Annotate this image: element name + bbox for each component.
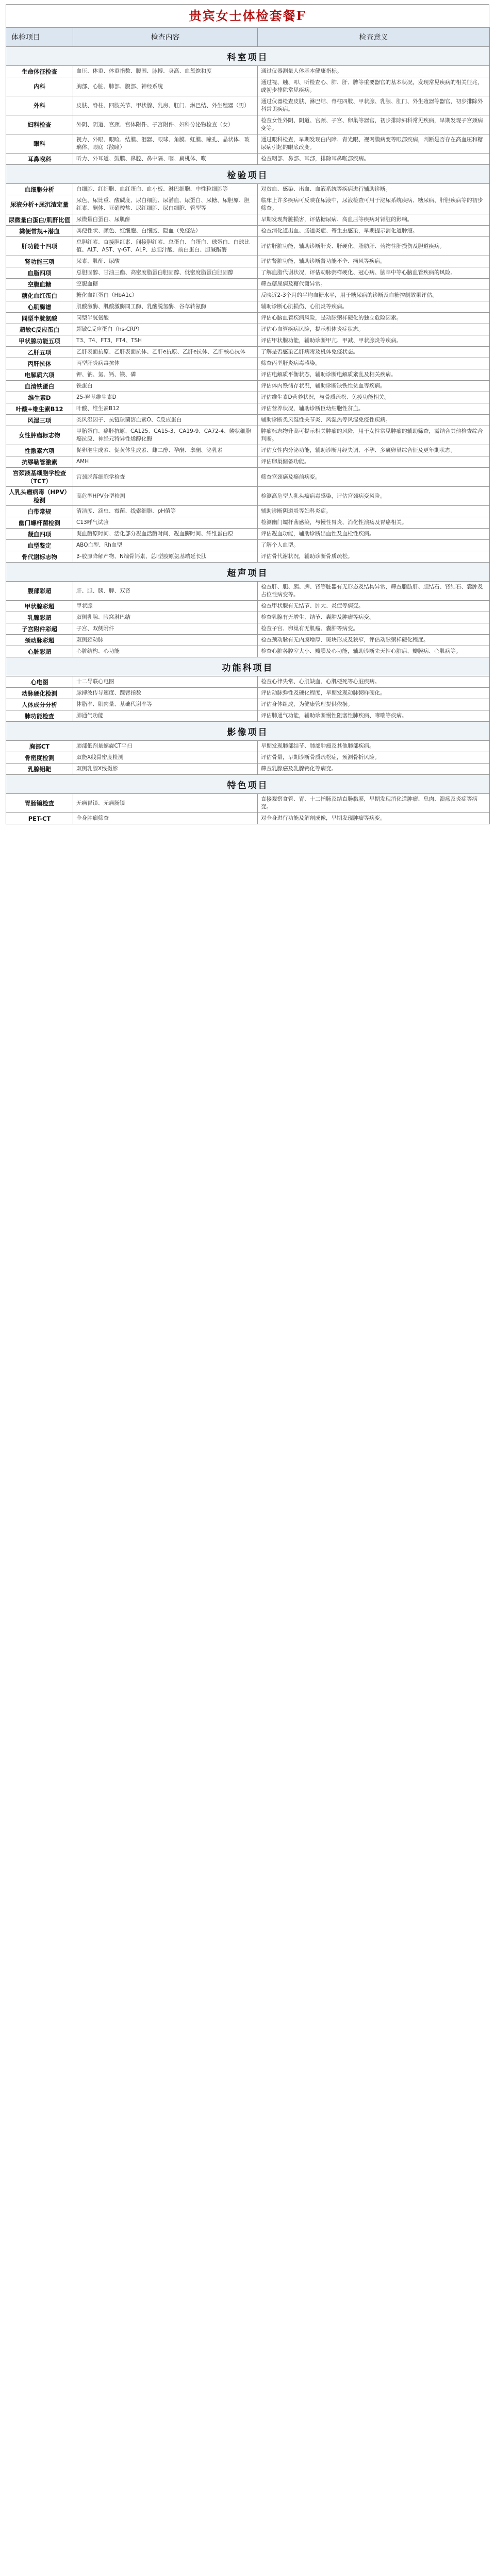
item-content: 外阴、阴道、宫颈、宫体附件、子宫附件、妇科分泌物检查（女） <box>73 115 258 134</box>
table-row <box>6 710 490 722</box>
item-name: 肺功能检查 <box>6 710 73 722</box>
item-meaning: 检查心脏各腔室大小、瓣膜及心功能，辅助诊断先天性心脏病、瓣膜病、心肌病等。 <box>258 646 490 657</box>
item-meaning: 检查颈动脉有无内膜增厚、斑块形成及狭窄，评估动脉粥样硬化程度。 <box>258 635 490 646</box>
section-title: 特色项目 <box>6 775 490 794</box>
section-title: 科室项目 <box>6 47 490 66</box>
item-meaning: 评估维生素D营养状况，与骨质疏松、免疫功能相关。 <box>258 392 490 403</box>
item-name: 幽门螺杆菌检测 <box>6 517 73 529</box>
item-name: 丙肝抗体 <box>6 358 73 369</box>
table-row <box>6 426 490 445</box>
item-name: 人乳头瘤病毒（HPV）检测 <box>6 487 73 506</box>
table-row <box>6 237 490 256</box>
item-meaning: 早期发现肾脏损害，评估糖尿病、高血压等疾病对肾脏的影响。 <box>258 214 490 226</box>
table-row <box>6 313 490 324</box>
table-row <box>6 551 490 563</box>
item-meaning: 通过视、触、叩、听检查心、肺、肝、脾等重要器官的基本状况，发现常见疾病的相关征兆，或初步排除常见疾病。 <box>258 77 490 96</box>
section-title: 功能科项目 <box>6 657 490 676</box>
table-row <box>6 415 490 426</box>
item-meaning: 评估甲状腺功能，辅助诊断甲亢、甲减、甲状腺炎等疾病。 <box>258 335 490 347</box>
table-row <box>6 676 490 688</box>
item-name: 胸部CT <box>6 741 73 752</box>
item-meaning: 检查消化道出血、肠道炎症、寄生虫感染，早期提示消化道肿瘤。 <box>258 226 490 237</box>
checkup-table <box>6 27 490 824</box>
item-meaning: 筛查糖尿病及糖代谢异常。 <box>258 279 490 290</box>
item-content: 肺部低剂量螺旋CT平扫 <box>73 741 258 752</box>
header-meaning: 检查意义 <box>258 28 490 47</box>
table-row <box>6 456 490 468</box>
item-meaning: 了解个人血型。 <box>258 540 490 551</box>
item-content: 双侧颈动脉 <box>73 635 258 646</box>
item-content: 甲胎蛋白、癌胚抗原、CA125、CA15-3、CA19-9、CA72-4、鳞状细胞癌抗原、神经元特异性烯醇化酶 <box>73 426 258 445</box>
item-meaning: 检查甲状腺有无结节、肿大、炎症等病变。 <box>258 601 490 612</box>
item-name: 女性肿瘤标志物 <box>6 426 73 445</box>
item-name: 肝功能十四项 <box>6 237 73 256</box>
item-meaning: 评估心血管疾病风险，提示机体炎症状态。 <box>258 324 490 335</box>
table-row <box>6 517 490 529</box>
item-content: 糖化血红蛋白（HbA1c） <box>73 290 258 301</box>
table-row <box>6 506 490 517</box>
item-meaning: 评估动脉弹性及硬化程度，早期发现动脉粥样硬化。 <box>258 688 490 699</box>
item-name: 腹部彩超 <box>6 582 73 601</box>
item-content: 血压、体重、体重指数、腰围、脉搏、身高、血氧饱和度 <box>73 66 258 77</box>
section-title: 超声项目 <box>6 563 490 582</box>
item-content: 丙型肝炎病毒抗体 <box>73 358 258 369</box>
item-name: 内科 <box>6 77 73 96</box>
table-row <box>6 529 490 540</box>
item-content: 体脂率、肌肉量、基础代谢率等 <box>73 699 258 710</box>
item-name: 血脂四项 <box>6 267 73 279</box>
table-row <box>6 688 490 699</box>
item-meaning: 通过仪器测量人体基本健康指标。 <box>258 66 490 77</box>
item-name: 乳腺彩超 <box>6 612 73 623</box>
item-content: 十二导联心电图 <box>73 676 258 688</box>
item-content: 肝、胆、胰、脾、双肾 <box>73 582 258 601</box>
item-name: 凝血四项 <box>6 529 73 540</box>
item-content: 肺通气功能 <box>73 710 258 722</box>
item-name: PET-CT <box>6 813 73 824</box>
item-name: 维生素D <box>6 392 73 403</box>
item-meaning: 了解是否感染乙肝病毒及机体免疫状态。 <box>258 347 490 358</box>
item-meaning: 评估肝脏功能，辅助诊断肝炎、肝硬化、脂肪肝、药物性肝损伤及胆道疾病。 <box>258 237 490 256</box>
item-name: 动脉硬化检测 <box>6 688 73 699</box>
item-name: 血清铁蛋白 <box>6 381 73 392</box>
item-content: 25-羟基维生素D <box>73 392 258 403</box>
item-name: 颈动脉彩超 <box>6 635 73 646</box>
item-content: 全身肿瘤筛查 <box>73 813 258 824</box>
table-body <box>6 47 490 824</box>
item-content: 清洁度、滴虫、霉菌、线索细胞、pH值等 <box>73 506 258 517</box>
item-name: 风湿三项 <box>6 415 73 426</box>
table-row <box>6 279 490 290</box>
item-name: 外科 <box>6 96 73 115</box>
item-content: 双能X线骨密度检测 <box>73 752 258 764</box>
item-name: 眼科 <box>6 134 73 154</box>
table-row <box>6 66 490 77</box>
table-row <box>6 381 490 392</box>
item-meaning: 肿瘤标志物升高可提示相关肿瘤的风险，用于女性常见肿瘤的辅助筛查，需结合其他检查综合判断。 <box>258 426 490 445</box>
item-name: 抗缪勒管激素 <box>6 456 73 468</box>
item-name: 乙肝五项 <box>6 347 73 358</box>
table-row <box>6 96 490 115</box>
table-row <box>6 403 490 415</box>
section-title: 检验项目 <box>6 165 490 184</box>
header-item: 体检项目 <box>6 28 73 47</box>
item-meaning: 检查女性外阴、阴道、宫颈、子宫、卵巢等器官，初步排除妇科常见疾病，早期发现子宫颈病变等。 <box>258 115 490 134</box>
item-content: 宫颈脱落细胞学检查 <box>73 468 258 487</box>
item-name: 耳鼻喉科 <box>6 154 73 165</box>
table-header-row <box>6 28 490 47</box>
item-meaning: 辅助诊断阴道炎等妇科炎症。 <box>258 506 490 517</box>
table-row <box>6 635 490 646</box>
item-name: 尿液分析+尿沉渣定量 <box>6 195 73 214</box>
item-content: 促卵泡生成素、促黄体生成素、雌二醇、孕酮、睾酮、泌乳素 <box>73 445 258 456</box>
table-row <box>6 335 490 347</box>
item-name: 宫颈液基细胞学检查（TCT） <box>6 468 73 487</box>
item-content: 尿色、尿比重、酸碱度、尿白细胞、尿潜血、尿蛋白、尿糖、尿胆原、胆红素、酮体、亚硝酸盐、尿红细胞、尿白细胞、管型等 <box>73 195 258 214</box>
item-content: 甲状腺 <box>73 601 258 612</box>
table-row <box>6 256 490 267</box>
item-meaning: 评估卵巢储备功能。 <box>258 456 490 468</box>
item-name: 子宫附件彩超 <box>6 623 73 635</box>
item-content: 凝血酶原时间、活化部分凝血活酶时间、凝血酶时间、纤维蛋白原 <box>73 529 258 540</box>
section-header <box>6 657 490 676</box>
item-meaning: 通过仪器检查皮肤、淋巴结、脊柱四肢、甲状腺、乳腺、肛门、外生殖器等器官，初步排除外科常见疾病。 <box>258 96 490 115</box>
item-meaning: 对全身进行功能及解剖成像，早期发现肿瘤等病变。 <box>258 813 490 824</box>
table-row <box>6 752 490 764</box>
item-content: 总胆红素、直接胆红素、间接胆红素、总蛋白、白蛋白、球蛋白、白球比值、ALT、AST、γ-GT、ALP、总胆汁酸、前白蛋白、胆碱酯酶 <box>73 237 258 256</box>
item-name: 人体成分分析 <box>6 699 73 710</box>
item-content: 高危型HPV分型检测 <box>73 487 258 506</box>
table-row <box>6 468 490 487</box>
item-content: 钾、钠、氯、钙、镁、磷 <box>73 369 258 381</box>
table-row <box>6 699 490 710</box>
item-name: 电解质六项 <box>6 369 73 381</box>
item-name: 白带常规 <box>6 506 73 517</box>
section-header <box>6 47 490 66</box>
item-content: AMH <box>73 456 258 468</box>
item-content: 双侧乳腺、腋窝淋巴结 <box>73 612 258 623</box>
item-name: 心肌酶谱 <box>6 301 73 313</box>
table-row <box>6 623 490 635</box>
item-name: 胃肠镜检查 <box>6 794 73 813</box>
page-title: 贵宾女士体检套餐F <box>6 4 489 27</box>
item-content: C13呼气试验 <box>73 517 258 529</box>
item-meaning: 检查心律失常、心肌缺血、心肌梗死等心脏疾病。 <box>258 676 490 688</box>
table-row <box>6 226 490 237</box>
item-name: 粪便常规+潜血 <box>6 226 73 237</box>
item-meaning: 辅助诊断心肌损伤、心肌炎等疾病。 <box>258 301 490 313</box>
item-name: 骨代谢标志物 <box>6 551 73 563</box>
item-meaning: 检测幽门螺杆菌感染，与慢性胃炎、消化性溃疡及胃癌相关。 <box>258 517 490 529</box>
table-row <box>6 487 490 506</box>
table-row <box>6 267 490 279</box>
table-row <box>6 582 490 601</box>
item-content: 叶酸、维生素B12 <box>73 403 258 415</box>
table-row <box>6 184 490 195</box>
item-meaning: 检查乳腺有无增生、结节、囊肿及肿瘤等病变。 <box>258 612 490 623</box>
item-content: 铁蛋白 <box>73 381 258 392</box>
item-meaning: 临床上许多疾病可反映在尿液中，尿液检查可用于泌尿系统疾病、糖尿病、肝胆疾病等的初步筛查。 <box>258 195 490 214</box>
item-meaning: 评估骨代谢状况，辅助诊断骨质疏松。 <box>258 551 490 563</box>
item-name: 甲状腺功能五项 <box>6 335 73 347</box>
section-header <box>6 775 490 794</box>
table-row <box>6 290 490 301</box>
item-content: 空腹血糖 <box>73 279 258 290</box>
table-row <box>6 154 490 165</box>
item-name: 甲状腺彩超 <box>6 601 73 612</box>
table-row <box>6 115 490 134</box>
item-meaning: 评估凝血功能，辅助诊断出血性及血栓性疾病。 <box>258 529 490 540</box>
item-meaning: 筛查丙型肝炎病毒感染。 <box>258 358 490 369</box>
item-content: ABO血型、Rh血型 <box>73 540 258 551</box>
item-name: 肾功能三项 <box>6 256 73 267</box>
item-name: 生命体征检查 <box>6 66 73 77</box>
item-name: 骨密度检测 <box>6 752 73 764</box>
section-header <box>6 722 490 741</box>
checkup-package-page <box>6 4 489 831</box>
item-meaning: 评估身体组成，为健康管理提供依据。 <box>258 699 490 710</box>
item-name: 空腹血糖 <box>6 279 73 290</box>
item-meaning: 评估心脑血管疾病风险，是动脉粥样硬化的独立危险因素。 <box>258 313 490 324</box>
table-row <box>6 392 490 403</box>
header-content: 检查内容 <box>73 28 258 47</box>
item-meaning: 评估电解质平衡状态，辅助诊断电解质紊乱及相关疾病。 <box>258 369 490 381</box>
item-content: T3、T4、FT3、FT4、TSH <box>73 335 258 347</box>
item-meaning: 评估肾脏功能，辅助诊断肾功能不全、痛风等疾病。 <box>258 256 490 267</box>
item-name: 心脏彩超 <box>6 646 73 657</box>
item-content: 胸部、心脏、肺部、腹部、神经系统 <box>73 77 258 96</box>
item-meaning: 反映近2-3个月的平均血糖水平，用于糖尿病的诊断及血糖控制效果评估。 <box>258 290 490 301</box>
table-row <box>6 214 490 226</box>
item-content: 心脏结构、心功能 <box>73 646 258 657</box>
item-content: 乙肝表面抗原、乙肝表面抗体、乙肝e抗原、乙肝e抗体、乙肝核心抗体 <box>73 347 258 358</box>
item-name: 血细胞分析 <box>6 184 73 195</box>
item-meaning: 筛查宫颈癌及癌前病变。 <box>258 468 490 487</box>
item-name: 同型半胱氨酸 <box>6 313 73 324</box>
item-meaning: 对贫血、感染、出血、血液系统等疾病进行辅助诊断。 <box>258 184 490 195</box>
item-content: 白细胞、红细胞、血红蛋白、血小板、淋巴细胞、中性粒细胞等 <box>73 184 258 195</box>
item-content: 皮肤、脊柱、四肢关节、甲状腺、乳房、肛门、淋巴结、外生殖器（男） <box>73 96 258 115</box>
item-meaning: 评估女性内分泌功能，辅助诊断月经失调、不孕、多囊卵巢综合征及更年期状态。 <box>258 445 490 456</box>
item-meaning: 了解血脂代谢状况，评估动脉粥样硬化、冠心病、脑卒中等心脑血管疾病的风险。 <box>258 267 490 279</box>
item-meaning: 早期发现肺部结节、肺部肿瘤及其他肺部疾病。 <box>258 741 490 752</box>
table-row <box>6 764 490 775</box>
item-name: 性激素六项 <box>6 445 73 456</box>
item-meaning: 检查肝、胆、胰、脾、肾等脏器有无形态及结构异常，筛查脂肪肝、胆结石、肾结石、囊肿及占位性病变等。 <box>258 582 490 601</box>
item-content: 脉搏波传导速度、踝臂指数 <box>73 688 258 699</box>
table-row <box>6 77 490 96</box>
item-content: 尿微量白蛋白、尿肌酐 <box>73 214 258 226</box>
table-row <box>6 347 490 358</box>
table-row <box>6 813 490 824</box>
table-row <box>6 612 490 623</box>
section-title: 影像项目 <box>6 722 490 741</box>
table-row <box>6 358 490 369</box>
table-row <box>6 646 490 657</box>
item-content: 双侧乳腺X线摄影 <box>73 764 258 775</box>
item-name: 尿微量白蛋白/肌酐比值 <box>6 214 73 226</box>
table-row <box>6 301 490 313</box>
item-meaning: 辅助诊断类风湿性关节炎、风湿热等风湿免疫性疾病。 <box>258 415 490 426</box>
item-name: 妇科检查 <box>6 115 73 134</box>
section-header <box>6 165 490 184</box>
table-row <box>6 134 490 154</box>
item-meaning: 检测高危型人乳头瘤病毒感染，评估宫颈病变风险。 <box>258 487 490 506</box>
item-meaning: 筛查乳腺癌及乳腺钙化等病变。 <box>258 764 490 775</box>
item-content: 同型半胱氨酸 <box>73 313 258 324</box>
item-content: 类风湿因子、抗链球菌溶血素O、C反应蛋白 <box>73 415 258 426</box>
item-meaning: 直接观察食管、胃、十二指肠及结直肠黏膜，早期发现消化道肿瘤、息肉、溃疡及炎症等病变。 <box>258 794 490 813</box>
item-meaning: 评估营养状况，辅助诊断巨幼细胞性贫血。 <box>258 403 490 415</box>
table-row <box>6 601 490 612</box>
item-content: 肌酸激酶、肌酸激酶同工酶、乳酸脱氢酶、谷草转氨酶 <box>73 301 258 313</box>
item-name: 乳腺钼靶 <box>6 764 73 775</box>
item-content: 粪便性状、颜色、红细胞、白细胞、隐血（免疫法） <box>73 226 258 237</box>
item-content: 听力、外耳道、鼓膜、鼻腔、鼻中隔、咽、扁桃体、喉 <box>73 154 258 165</box>
item-meaning: 评估肺通气功能，辅助诊断慢性阻塞性肺疾病、哮喘等疾病。 <box>258 710 490 722</box>
item-meaning: 评估体内铁储存状况，辅助诊断缺铁性贫血等疾病。 <box>258 381 490 392</box>
table-row <box>6 741 490 752</box>
item-content: β-胶原降解产物、N端骨钙素、总I型胶原氨基端延长肽 <box>73 551 258 563</box>
table-row <box>6 369 490 381</box>
item-name: 糖化血红蛋白 <box>6 290 73 301</box>
item-content: 超敏C反应蛋白（hs-CRP） <box>73 324 258 335</box>
item-content: 子宫、双侧附件 <box>73 623 258 635</box>
section-header <box>6 563 490 582</box>
item-name: 血型鉴定 <box>6 540 73 551</box>
item-name: 叶酸+维生素B12 <box>6 403 73 415</box>
item-meaning: 评估骨量，早期诊断骨质疏松症，预测骨折风险。 <box>258 752 490 764</box>
table-row <box>6 195 490 214</box>
item-content: 总胆固醇、甘油三酯、高密度脂蛋白胆固醇、低密度脂蛋白胆固醇 <box>73 267 258 279</box>
item-name: 心电图 <box>6 676 73 688</box>
item-name: 超敏C反应蛋白 <box>6 324 73 335</box>
item-meaning: 通过眼科检查，早期发现白内障、青光眼、视网膜病变等眼部疾病，判断是否存在高血压和糖尿病引起的眼底改变。 <box>258 134 490 154</box>
table-row <box>6 324 490 335</box>
item-content: 无痛胃镜、无痛肠镜 <box>73 794 258 813</box>
item-meaning: 检查咽部、鼻部、耳部，排除耳鼻喉部疾病。 <box>258 154 490 165</box>
item-meaning: 检查子宫、卵巢有无肌瘤、囊肿等病变。 <box>258 623 490 635</box>
table-row <box>6 445 490 456</box>
item-content: 尿素、肌酐、尿酸 <box>73 256 258 267</box>
table-row <box>6 540 490 551</box>
table-row <box>6 794 490 813</box>
item-content: 视力、外眼、眼睑、结膜、泪器、眼球、角膜、虹膜、瞳孔、晶状体、玻璃体、眼底（散瞳） <box>73 134 258 154</box>
